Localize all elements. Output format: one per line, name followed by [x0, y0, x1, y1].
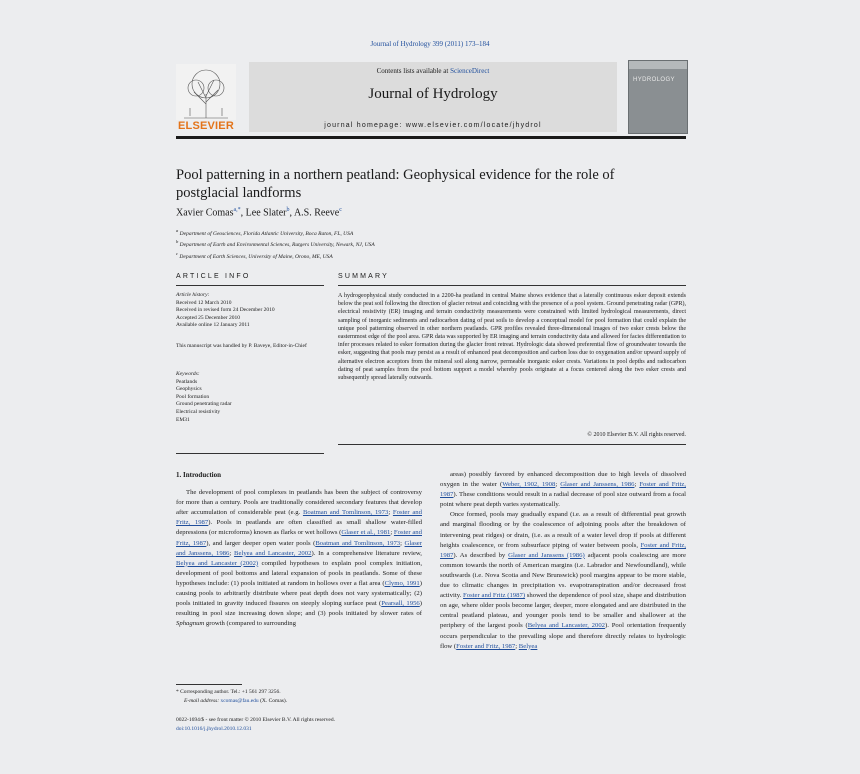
- article-title: Pool patterning in a northern peatland: Geophysical evidence for the role of postglacial landforms: [176, 167, 615, 201]
- history-item: Received 12 March 2010: [176, 299, 232, 306]
- email-suffix: (X. Comas).: [258, 698, 288, 704]
- cover-title: HYDROLOGY: [633, 77, 675, 83]
- body-text: ). Pool orientation frequently occurs perpendicular to the prevailing slope and therefore directly relates to hydrologic flow (: [440, 622, 686, 650]
- keyword: Geophysics: [176, 386, 202, 393]
- email-link[interactable]: xcomas@fau.edu: [220, 698, 259, 704]
- citation-link[interactable]: Belyea and Lancaster, 2002: [234, 549, 312, 557]
- body-text: showed the dependence of pool size, shape and distribution on age, where older pools become larger, deeper, more elongated and are distributed in the central peatland plateau, and younger pools tend to be smaller and shallower at the periphery of the largest pools (: [440, 592, 686, 630]
- affiliation: [176, 250, 375, 261]
- summary-bottom-divider: [338, 444, 686, 445]
- history-label: Article history:: [176, 292, 210, 298]
- article-info-divider: [176, 285, 324, 286]
- body-text: ;: [390, 529, 394, 537]
- article-info-bottom-divider: [176, 453, 324, 454]
- body-text: ;: [515, 642, 519, 650]
- history-item: Available online 12 January 2011: [176, 322, 250, 329]
- citation-link[interactable]: Foster and Fritz, 1987: [456, 642, 516, 650]
- citation-link[interactable]: Glaser and Janssens (1986): [508, 551, 585, 559]
- body-text: ). As described by: [453, 551, 509, 559]
- left-column-paragraphs: [176, 488, 422, 629]
- summary-text: A hydrogeophysical study conducted in a 2200-ha peatland in central Maine shows evidence that a laterally continuous esker deposit extends below the peat soil following the direction of glacier retreat and coinciding with the presence of a pool system. Ground penetrating radar (GPR), electrical resistivity (ER) imaging and terrain conductivity measurements were constrained with limited hydrological measurements, direct sampling of inorganic sediments and radiocarbon dating of peat soils to develop a conceptual model for pool formation that could explain the unique pool patterning observed in other northern peatlands. GPR profiles revealed three-dimensional images of two esker crests below the easternmost edge of the pool area. GPR data was supported by ER imaging and terrain conductivity data and allowed for facies differentiation to infer processes related to esker formation during the glacier front retreat. Hydrologic data showed preferential flow of groundwater towards the esker, suggesting that pools may persist as a result of enhanced peat decomposition and carbon loss due to oxygenation and/or upward supply of alternative electron acceptors from the mineral soil along narrow, permeable inorganic esker crests. Variations in pool depths and radiocarbon dating of peat samples from the pool bottom support a model whereby pools originate at a focus centered along the two esker crests and subsequently spread laterally outwards.: [338, 293, 686, 382]
- publisher-name: ELSEVIER: [177, 120, 234, 132]
- author-name: Lee Slater: [245, 207, 287, 219]
- citation-link[interactable]: Belyea: [518, 642, 538, 650]
- keyword: Electrical resistivity: [176, 408, 221, 415]
- copyright-notice: © 2010 Elsevier B.V. All rights reserved.: [587, 432, 686, 438]
- body-text: areas) possibly favored by enhanced decomposition due to high levels of dissolved oxygen in the water (: [440, 471, 686, 489]
- history-item: Accepted 25 December 2010: [176, 314, 240, 321]
- citation-link[interactable]: Glaser et al., 1981: [341, 529, 391, 537]
- body-paragraph: [176, 488, 422, 629]
- citation-link[interactable]: Foster and Fritz, 1987: [176, 509, 422, 527]
- body-text: ;: [555, 481, 561, 489]
- body-text: ;: [400, 539, 405, 547]
- author-separator: ,: [289, 207, 294, 219]
- affiliation-mark: b: [176, 239, 179, 245]
- citation-link[interactable]: Weber, 1902, 1908: [502, 481, 556, 489]
- citation-link[interactable]: Glaser and Janssens, 1986: [176, 539, 423, 557]
- affiliation-text: Department of Earth and Environmental Sciences, Rutgers University, Newark, NJ, USA: [178, 242, 375, 249]
- citation-link[interactable]: Clymo, 1991: [384, 579, 420, 587]
- citation-link[interactable]: Foster and Fritz, 1987: [440, 541, 686, 559]
- body-text: ). In a comprehensive literature review,: [311, 549, 422, 557]
- keyword: Pool formation: [176, 393, 210, 400]
- italic-term: Sphagnum: [176, 620, 205, 628]
- author-mark[interactable]: b: [286, 207, 290, 213]
- right-column-paragraphs: [440, 470, 686, 652]
- section-heading-introduction: 1. Introduction: [176, 471, 221, 479]
- keyword: EM31: [176, 416, 190, 423]
- sciencedirect-link[interactable]: ScienceDirect: [450, 67, 490, 75]
- affiliation-text: Department of Geosciences, Florida Atlantic University, Boca Raton, FL, USA: [178, 230, 354, 237]
- citation-link[interactable]: Foster and Fritz (1987): [463, 592, 526, 600]
- body-text: ) resulting in pool size increasing down slope; and (3) pools initiated by slower rates of: [176, 600, 422, 618]
- summary-divider: [338, 285, 686, 286]
- corresponding-author-footnote: [176, 688, 422, 706]
- body-column-left: [176, 470, 422, 629]
- footnote-divider: [176, 684, 242, 685]
- article-info-heading: ARTICLE INFO: [176, 273, 251, 280]
- history-list: [176, 300, 326, 330]
- citation-link[interactable]: Boatman and Tomlinson, 1973: [302, 509, 389, 517]
- article-history: [176, 292, 326, 330]
- citation-link[interactable]: Pearsall, 1956: [381, 600, 420, 608]
- journal-title: Journal of Hydrology: [368, 86, 498, 102]
- author-separator: ,: [240, 207, 246, 219]
- affiliation-text: Department of Earth Sciences, University of Maine, Orono, ME, USA: [178, 253, 333, 260]
- journal-cover-image: [628, 60, 688, 134]
- doi-link[interactable]: doi:10.1016/j.jhydrol.2010.12.031: [176, 725, 252, 732]
- affiliation: [176, 238, 375, 249]
- citation-link[interactable]: Foster and Fritz, 1987: [176, 529, 422, 547]
- email-label: E-mail address:: [184, 698, 220, 704]
- journal-homepage[interactable]: journal homepage: www.elsevier.com/locate/jhydrol: [324, 122, 542, 129]
- citation-link[interactable]: Belyea and Lancaster, 2002: [527, 622, 606, 630]
- author-name: Xavier Comas: [176, 207, 234, 219]
- corresponding-author: * Corresponding author. Tel.: +1 561 297 3256.: [176, 689, 281, 695]
- citation-link[interactable]: Boatman and Tomlinson, 1973: [315, 539, 401, 547]
- affiliation-list: [176, 227, 375, 261]
- citation-link[interactable]: Foster and Fritz, 1987: [440, 481, 687, 499]
- handled-by-note: This manuscript was handled by P. Baveye, Editor-in-Chief: [176, 343, 307, 349]
- keyword-list: [176, 379, 326, 425]
- body-paragraph: [440, 470, 686, 510]
- contents-line: [249, 67, 617, 75]
- author-name: A.S. Reeve: [293, 207, 340, 219]
- keyword: Peatlands: [176, 378, 198, 385]
- body-text: ) causing pools to arbitrarily distribute where peat depth does not vary systematically; (2) pools initiated in gravity induced fissures on steeply sloping surface peat (: [176, 579, 422, 608]
- cover-top-bar: [629, 61, 687, 69]
- keywords-block: [176, 371, 326, 424]
- citation-link[interactable]: Belyea and Lancaster (2002): [176, 559, 259, 567]
- body-text: Once formed, pools may gradually expand (i.e. as a result of differential peat growth and marginal flooding or by the coalescence of adjoining pools after the breakdown of intervening peat ridges) or drain, (i.e. as a result of a water level drop if pools at different heights coalescence, or from subsurface piping of water between pools,: [440, 511, 686, 549]
- summary-heading: SUMMARY: [338, 273, 390, 280]
- body-text: ). Pools in peatlands are often classified as small shallow water-filled depressions (or microforms) known as flarks or wet hollows (: [176, 519, 422, 537]
- journal-reference[interactable]: Journal of Hydrology 399 (2011) 173–184: [370, 40, 490, 48]
- affiliation-mark: a: [176, 228, 179, 233]
- affiliation: [176, 227, 375, 238]
- citation-link[interactable]: Glaser and Janssens, 1986: [560, 481, 635, 489]
- history-item: Received in revised form 24 December 2010: [176, 307, 275, 314]
- header-divider: [176, 136, 686, 139]
- author-list: [176, 207, 342, 218]
- body-text: compiled hypotheses to explain pool complex initiation, development of pool bottoms and lateral expansion of pools in peatlands. Some of these hypotheses include: (1) pools initiated at random in hollows over a flat area (: [176, 559, 423, 587]
- author-mark[interactable]: a,*: [233, 207, 241, 213]
- body-text: ), and larger deeper open water pools (: [206, 539, 316, 547]
- issn-block: [176, 716, 422, 733]
- body-paragraph: [440, 510, 686, 651]
- issn-line: 0022-1694/$ - see front matter © 2010 Elsevier B.V. All rights reserved.: [176, 717, 335, 723]
- affiliation-mark: c: [176, 250, 179, 256]
- body-text: ;: [634, 481, 640, 489]
- contents-prefix: Contents lists available at: [376, 67, 451, 75]
- body-text: ;: [229, 549, 235, 557]
- body-column-right: [440, 470, 686, 652]
- body-text: ). These conditions would result in a radial decrease of pool size outward from a focal point where peat depth varies systematically.: [440, 491, 686, 509]
- keyword: Ground penetrating radar: [176, 401, 232, 408]
- body-text: growth (compared to surrounding: [204, 620, 296, 628]
- body-text: The development of pool complexes in peatlands has been the subject of controversy for more than a century. Pools are traditionally considered secondary features that develop after accumulation of considerable peat (e.g.: [176, 489, 422, 517]
- body-text: adjacent pools coalescing are more common towards the north of American margins (i.e. Labrador and Newfoundland), while southwards (i.e. Nova Scotia and New Brunswick) pool margins appear to be more stable, due to climatic changes in precipitation vs. evapotranspiration and/or decreased frost activity.: [440, 551, 686, 600]
- body-text: ;: [388, 509, 393, 517]
- keywords-label: Keywords:: [176, 371, 200, 377]
- author-mark[interactable]: c: [339, 207, 342, 213]
